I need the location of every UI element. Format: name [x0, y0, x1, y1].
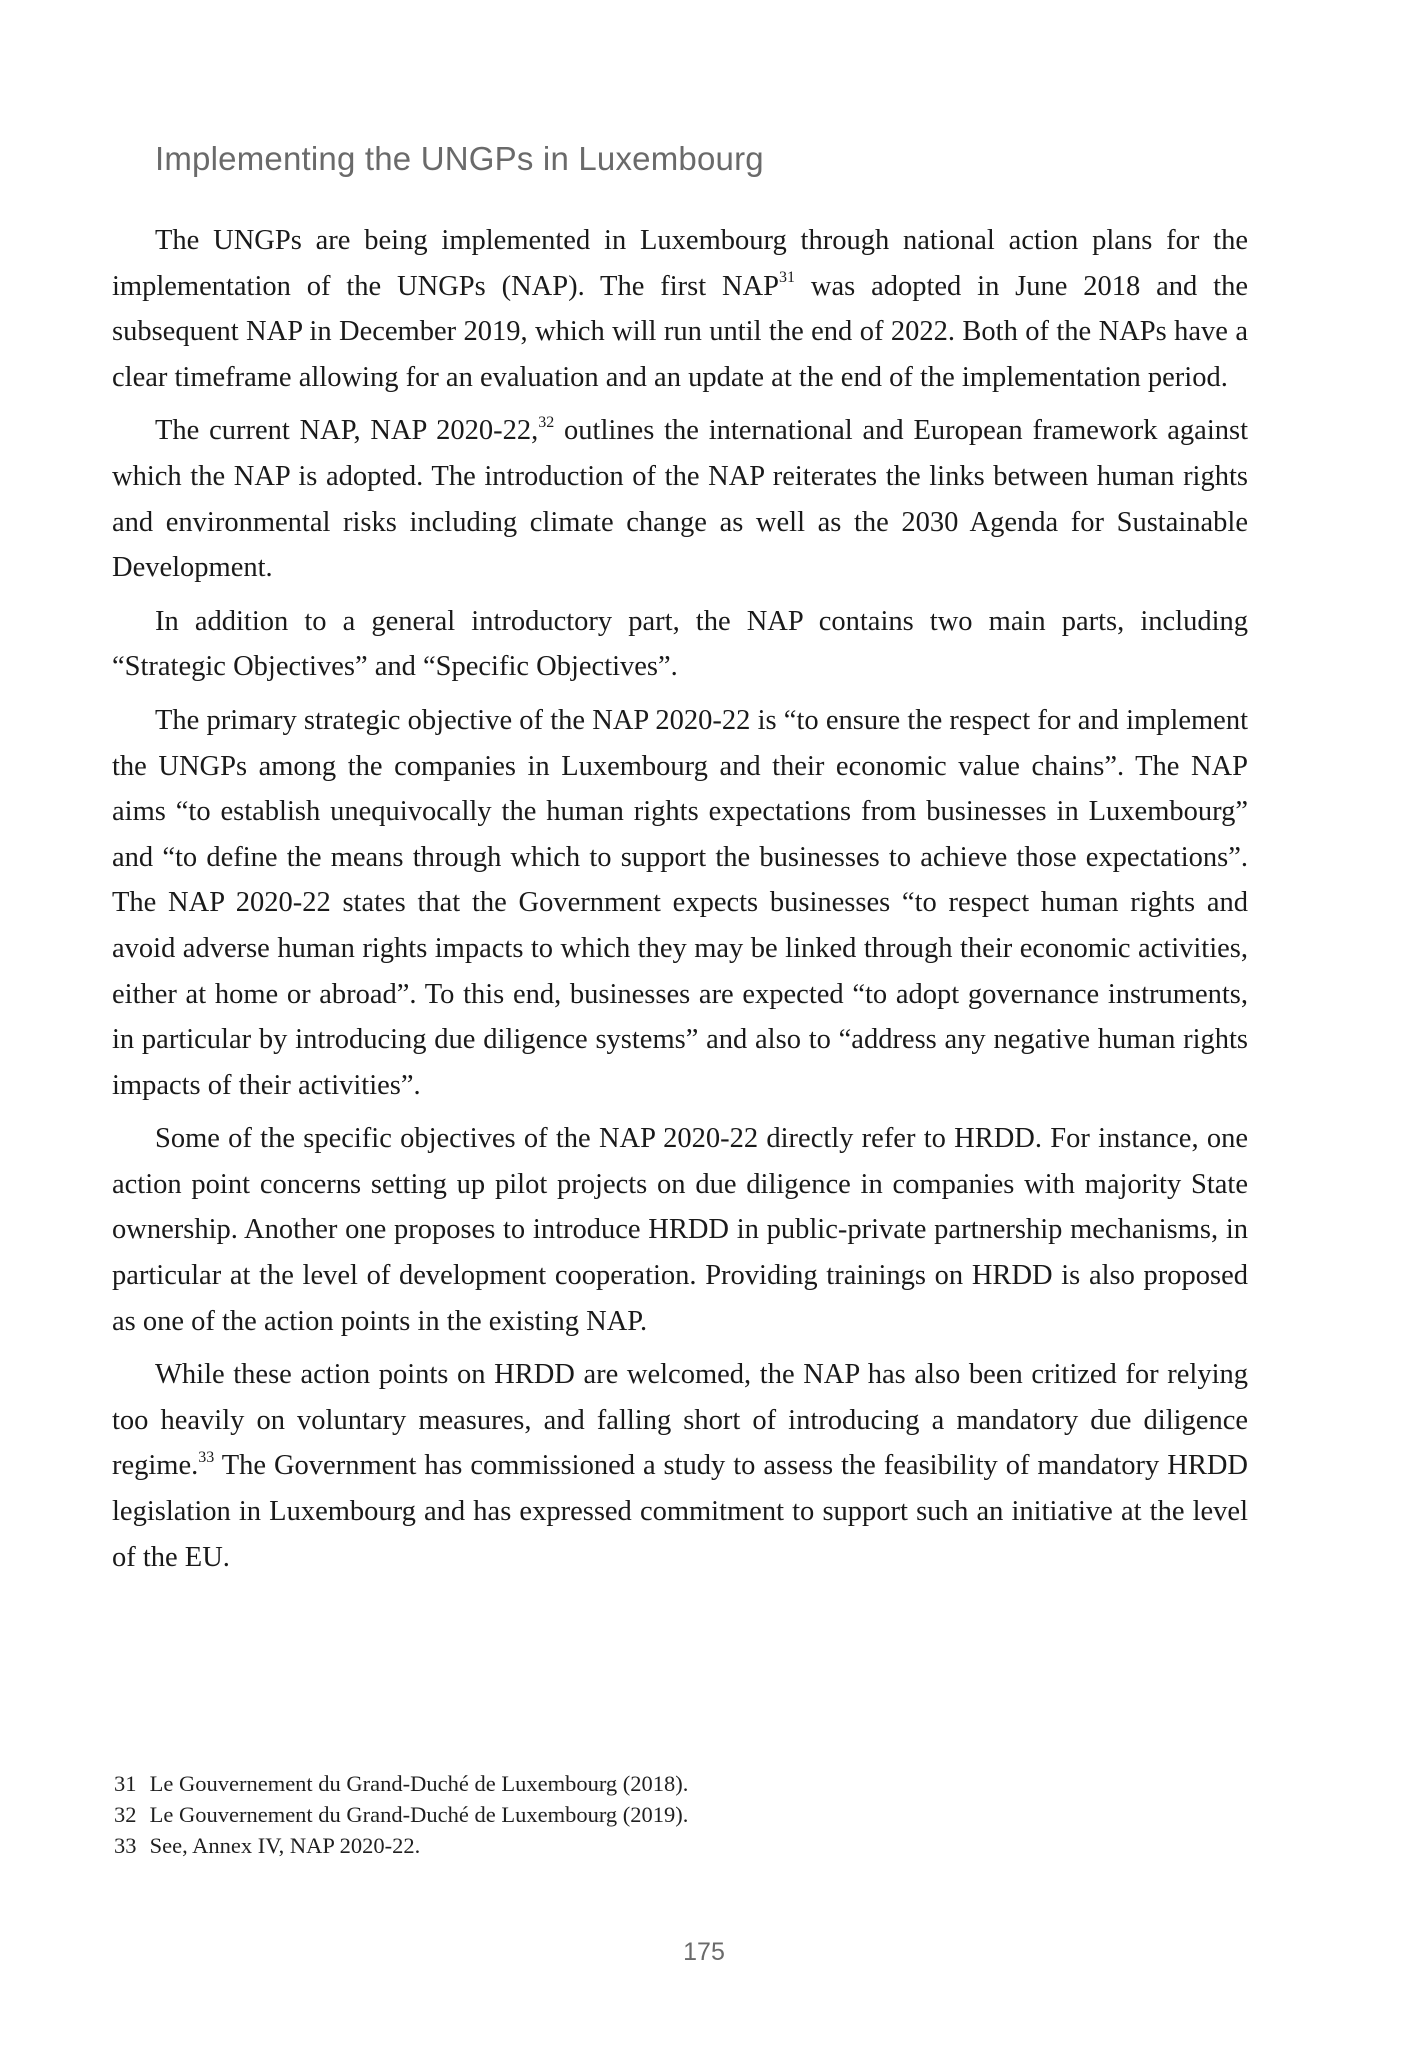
paragraph-1: [112, 218, 1248, 400]
footnote-31: [114, 1768, 1214, 1799]
footnote-number: 32: [114, 1802, 137, 1827]
footnote-reference-32: 32: [538, 413, 555, 431]
body-text: [112, 218, 1248, 1588]
paragraph-text: was adopted in June 2018 and the subsequent NAP in December 2019, which will run until the end of 2022. Both of the NAPs have a clear timeframe allowing for an evaluation and an update at the end of the implementation period.: [112, 270, 1248, 393]
footnote-number: 31: [114, 1771, 137, 1796]
footnotes: [114, 1768, 1214, 1861]
paragraph-text: The Government has commissioned a study to assess the feasibility of mandatory HRDD legislation in Luxembourg and has expressed commitment to support such an initiative at the level of the EU.: [112, 1450, 1248, 1573]
paragraph-4: [112, 698, 1248, 1108]
footnote-reference-31: 31: [779, 269, 796, 287]
paragraph-5: [112, 1116, 1248, 1344]
paragraph-text: The UNGPs are being implemented in Luxembourg through national action plans for the implementation of the UNGPs (NAP). The first NAP: [112, 225, 1248, 302]
paragraph-6: [112, 1352, 1248, 1580]
section-heading: Implementing the UNGPs in Luxembourg: [155, 140, 764, 177]
footnote-text: Le Gouvernement du Grand-Duché de Luxembourg (2018).: [149, 1771, 689, 1796]
footnote-reference-33: 33: [198, 1448, 215, 1466]
paragraph-text: Some of the specific objectives of the NAP 2020-22 directly refer to HRDD. For instance, one action point concerns setting up pilot projects on due diligence in companies with majority State ownership. Another one proposes to introduce HRDD in public-private partnership mechanisms, in particular at the level of development cooperation. Providing trainings on HRDD is also proposed as one of the action points in the existing NAP.: [112, 1123, 1248, 1337]
paragraph-text: While these action points on HRDD are welcomed, the NAP has also been critized for relying too heavily on voluntary measures, and falling short of introducing a mandatory due diligence regime.: [112, 1359, 1248, 1482]
footnote-text: Le Gouvernement du Grand-Duché de Luxembourg (2019).: [149, 1802, 689, 1827]
paragraph-3: [112, 599, 1248, 690]
footnote-33: [114, 1830, 1214, 1861]
footnote-number: 33: [114, 1833, 137, 1858]
paragraph-2: [112, 408, 1248, 590]
paragraph-text: The primary strategic objective of the NAP 2020-22 is “to ensure the respect for and implement the UNGPs among the companies in Luxembourg and their economic value chains”. The NAP aims “to establish unequivocally the human rights expectations from businesses in Luxembourg” and “to define the means through which to support the businesses to achieve those expectations”. The NAP 2020-22 states that the Government expects businesses “to respect human rights and avoid adverse human rights impacts to which they may be linked through their economic activities, either at home or abroad”. To this end, businesses are expected “to adopt governance instruments, in particular by introducing due diligence systems” and also to “address any negative human rights impacts of their activities”.: [112, 704, 1248, 1101]
footnote-32: [114, 1799, 1214, 1830]
paragraph-text: The current NAP, NAP 2020-22,: [155, 415, 539, 447]
paragraph-text: outlines the international and European framework against which the NAP is adopted. The introduction of the NAP reiterates the links between human rights and environmental risks including climate change as well as the 2030 Agenda for Sustainable Development.: [112, 415, 1248, 584]
footnote-text: See, Annex IV, NAP 2020-22.: [149, 1833, 421, 1858]
page-number: 175: [683, 1938, 725, 1966]
paragraph-text: In addition to a general introductory part, the NAP contains two main parts, including “Strategic Objectives” and “Specific Objectives”.: [112, 605, 1248, 683]
